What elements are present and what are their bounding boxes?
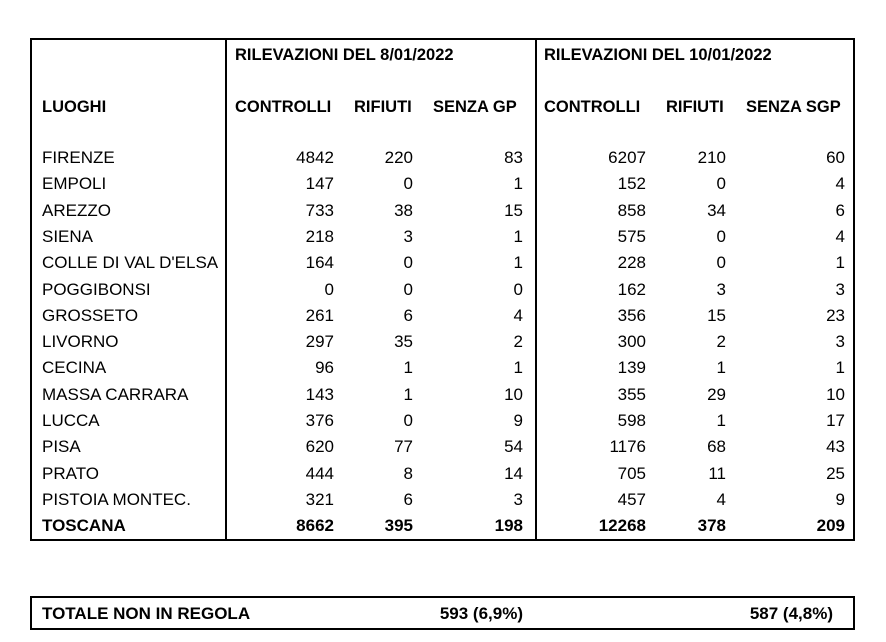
total-place-cell: TOSCANA	[42, 516, 126, 536]
row-s2-cell: 6	[835, 200, 845, 220]
header-senza-1: SENZA GP	[433, 98, 517, 116]
row-s1-cell: 9	[513, 411, 523, 430]
row-c1-cell: 164	[305, 253, 334, 273]
row-r1-cell: 6	[403, 489, 413, 509]
row-c1-cell: 0	[324, 279, 334, 299]
header-controlli-2: CONTROLLI	[544, 98, 641, 116]
row-s2-cell: 9	[835, 489, 845, 509]
row-r2-cell: 11	[708, 463, 726, 483]
row-s1-cell: 4	[513, 305, 523, 325]
total-s1-cell: 198	[494, 516, 523, 536]
header-senza-2: SENZA SGP	[746, 98, 841, 116]
column-divider-2	[535, 40, 537, 539]
header-places: LUOGHI	[42, 98, 107, 116]
row-c1-cell: 4842	[296, 148, 334, 167]
row-c1-cell: 376	[305, 411, 334, 430]
row-c1-cell: 620	[305, 437, 334, 457]
row-place-cell: POGGIBONSI	[42, 279, 151, 299]
row-r1-cell: 3	[403, 226, 413, 246]
row-c1-cell: 261	[305, 305, 334, 325]
header-rifiuti-2: RIFIUTI	[666, 98, 724, 116]
row-s2-cell: 1	[835, 358, 845, 378]
row-r2-cell: 3	[716, 279, 726, 299]
row-r1-cell: 0	[403, 174, 413, 194]
row-place-cell: PRATO	[42, 463, 99, 483]
row-s2-cell: 60	[826, 148, 845, 167]
group-header-2: RILEVAZIONI DEL 10/01/2022	[544, 46, 772, 64]
row-place-cell: PISTOIA MONTEC.	[42, 489, 191, 509]
row-s1-cell: 1	[513, 174, 523, 194]
row-c1-cell: 297	[305, 332, 334, 352]
row-r2-cell: 4	[716, 489, 726, 509]
row-s2-cell: 43	[826, 437, 845, 457]
summary-value-2: 587 (4,8%)	[749, 604, 833, 623]
row-s2-cell: 1	[835, 253, 845, 273]
row-s1-cell: 1	[513, 226, 523, 246]
total-s2-cell: 209	[816, 516, 845, 536]
row-c2-cell: 598	[617, 411, 646, 430]
row-r1-cell: 0	[403, 253, 413, 273]
row-s1-cell: 1	[513, 358, 523, 378]
row-r1-cell: 77	[394, 437, 413, 457]
row-r2-cell: 15	[707, 305, 726, 325]
row-c1-cell: 143	[305, 384, 334, 404]
row-c2-cell: 162	[617, 279, 646, 299]
total-r2-cell: 378	[697, 516, 726, 536]
row-r2-cell: 2	[716, 332, 726, 352]
row-place-cell: MASSA CARRARA	[42, 384, 189, 404]
row-place-cell: EMPOLI	[42, 174, 107, 194]
row-c2-cell: 575	[617, 226, 646, 246]
total-c2-cell: 12268	[598, 516, 646, 536]
group-header-1: RILEVAZIONI DEL 8/01/2022	[235, 46, 454, 64]
total-c1-cell: 8662	[296, 516, 334, 536]
header-controlli-1: CONTROLLI	[235, 98, 332, 116]
row-c2-cell: 228	[617, 253, 646, 273]
row-s1-cell: 1	[513, 253, 523, 273]
row-place-cell: PISA	[42, 437, 81, 457]
row-s1-cell: 14	[504, 463, 523, 483]
row-c2-cell: 139	[617, 358, 646, 378]
summary-value-1: 593 (6,9%)	[439, 604, 523, 623]
row-s2-cell: 3	[835, 332, 845, 352]
row-r1-cell: 1	[403, 384, 413, 404]
row-s2-cell: 4	[835, 174, 845, 194]
row-c2-cell: 152	[617, 174, 646, 194]
row-s1-cell: 0	[513, 279, 523, 299]
row-s2-cell: 3	[835, 279, 845, 299]
row-s2-cell: 4	[835, 226, 845, 246]
row-c1-cell: 218	[305, 226, 334, 246]
row-s1-cell: 3	[513, 489, 523, 509]
row-place-cell: FIRENZE	[42, 148, 115, 167]
row-r1-cell: 38	[394, 200, 413, 220]
row-c1-cell: 733	[305, 200, 334, 220]
row-r2-cell: 29	[707, 384, 726, 404]
row-c2-cell: 457	[617, 489, 646, 509]
row-r1-cell: 35	[394, 332, 413, 352]
row-c2-cell: 1176	[609, 437, 646, 457]
row-s1-cell: 2	[513, 332, 523, 352]
row-c2-cell: 356	[617, 305, 646, 325]
row-c2-cell: 300	[617, 332, 646, 352]
row-s2-cell: 23	[826, 305, 845, 325]
row-s1-cell: 15	[504, 200, 523, 220]
row-c2-cell: 6207	[608, 148, 646, 167]
row-c2-cell: 705	[617, 463, 646, 483]
column-divider-1	[225, 40, 227, 539]
row-place-cell: SIENA	[42, 226, 94, 246]
row-c1-cell: 147	[305, 174, 334, 194]
row-s2-cell: 17	[826, 411, 845, 430]
row-r2-cell: 210	[697, 148, 726, 167]
row-s2-cell: 10	[826, 384, 845, 404]
row-r2-cell: 34	[707, 200, 726, 220]
row-c2-cell: 858	[617, 200, 646, 220]
row-r1-cell: 0	[403, 279, 413, 299]
row-place-cell: LIVORNO	[42, 332, 119, 352]
row-place-cell: LUCCA	[42, 411, 100, 430]
row-r2-cell: 68	[707, 437, 726, 457]
summary-label: TOTALE NON IN REGOLA	[42, 604, 251, 623]
row-place-cell: GROSSETO	[42, 305, 139, 325]
row-r1-cell: 6	[403, 305, 413, 325]
row-s1-cell: 10	[504, 384, 523, 404]
row-c1-cell: 321	[305, 489, 334, 509]
row-s1-cell: 54	[504, 437, 523, 457]
row-place-cell: CECINA	[42, 358, 107, 378]
row-r1-cell: 1	[403, 358, 413, 378]
row-c1-cell: 96	[315, 358, 334, 378]
total-r1-cell: 395	[384, 516, 413, 536]
row-r1-cell: 8	[403, 463, 413, 483]
row-place-cell: AREZZO	[42, 200, 111, 220]
row-r1-cell: 0	[403, 411, 413, 430]
row-s2-cell: 25	[826, 463, 845, 483]
row-r2-cell: 0	[716, 253, 726, 273]
row-place-cell: COLLE DI VAL D'ELSA	[42, 253, 219, 273]
row-r1-cell: 220	[384, 148, 413, 167]
row-r2-cell: 0	[716, 174, 726, 194]
row-c2-cell: 355	[617, 384, 646, 404]
row-s1-cell: 83	[504, 148, 523, 167]
header-rifiuti-1: RIFIUTI	[354, 98, 412, 116]
row-r2-cell: 1	[716, 358, 726, 378]
row-r2-cell: 1	[716, 411, 726, 430]
row-c1-cell: 444	[305, 463, 334, 483]
row-r2-cell: 0	[716, 226, 726, 246]
